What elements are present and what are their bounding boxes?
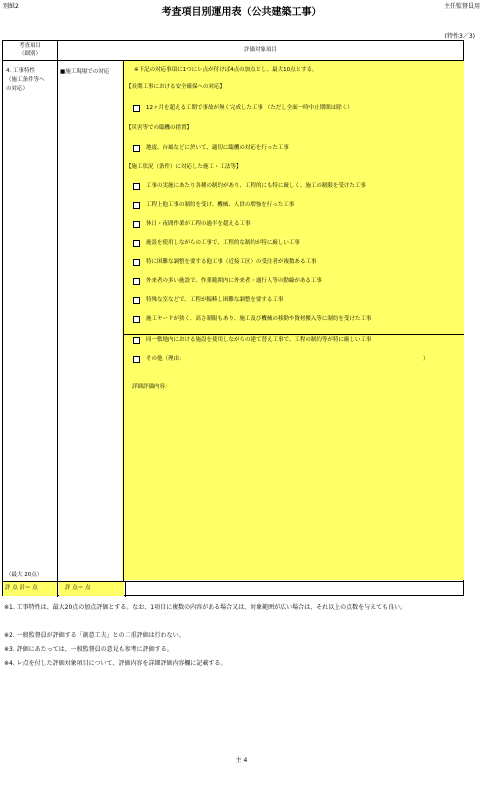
item-label-other-close: ） [423, 356, 429, 362]
role-label: 主任監督員用 [443, 3, 480, 10]
checkbox-item-1[interactable] [133, 105, 140, 112]
item-label-7: 特に困難な調整を要する他工事（近接工区）の受注者が複数ある工事 [146, 259, 317, 265]
detail-label: 詳細評価内容： [132, 384, 171, 390]
page-number: 主 4 [235, 757, 248, 764]
evaluation-table [2, 40, 464, 596]
item-label-6: 施設を使用しながらの工事で、工程的な制約が特に厳しい工事 [146, 240, 300, 246]
note-3: ※3. 評価にあたっては、一般監督員の意見も参考に評価する。 [4, 646, 173, 653]
checkbox-item-5[interactable] [133, 221, 140, 228]
col-header-subitem: （細別） [18, 51, 41, 57]
item-label-10: 施工ヤードが狭く、高さ制限もあり、施工及び機械の移動や資材搬入等に制約を受けた工事 [146, 316, 372, 322]
note-2: ※2. 一般監督員が評価する「創意工夫」との二重評価は行わない。 [4, 632, 185, 639]
section-conditions: 【施工状況（条件）に対応した施工・工法等】 [126, 164, 242, 170]
section-disaster: 【災害等での臨機の措置】 [126, 125, 193, 131]
checkbox-item-2[interactable] [133, 145, 140, 152]
detail-panel [122, 335, 464, 580]
item-label-5: 休日・夜間作業が工程の過半を超える工事 [146, 221, 251, 227]
checkbox-item-11[interactable] [133, 337, 140, 344]
col-header-item: 考査項目 [18, 43, 41, 49]
category-desc-1: （施工条件等へ [6, 77, 45, 83]
score-total-label: 評 点 計＝ 点 [5, 585, 38, 591]
checkbox-item-8[interactable] [133, 278, 140, 285]
item-label-3: 工事の実施にあたり各種の制約があり、工程的にも特に厳しく、施工の制限を受けた工事 [146, 183, 366, 189]
item-label-2: 地震、台風などに於いて、適切に臨機の対応を行った工事 [146, 145, 289, 151]
items-panel [122, 61, 464, 334]
form-label: 別紙2 [3, 3, 19, 10]
col-header-target: 評価対象項目 [243, 47, 277, 53]
score-label: 評 点＝ 点 [65, 585, 91, 591]
item-label-8: 外来者の多い施設で、作業範囲内に外来者・通行人等の動線がある工事 [146, 278, 322, 284]
item-label-9: 特殊な室などで、工程が輻輳し困難な調整を要する工事 [146, 297, 284, 303]
item-label-4: 工程上他工事の制約を受け、機械、人員の増強を行った工事 [146, 202, 295, 208]
page-title: 考査項目別運用表（公共建築工事） [161, 7, 322, 18]
checkbox-item-12[interactable] [133, 356, 140, 363]
category-desc-2: の対応） [6, 86, 29, 92]
checkbox-item-3[interactable] [133, 183, 140, 190]
item-label-1: 12ヶ月を超える工期で事故が無く完成した工事 （ただし全面一時中止期間は除く） [146, 105, 353, 111]
subcategory: ■施工現場での対応 [60, 69, 110, 75]
checkbox-item-9[interactable] [133, 297, 140, 304]
checkbox-item-10[interactable] [133, 316, 140, 323]
page-reference: (特性3／3) [444, 33, 475, 40]
item-label-other: その他（理由： [146, 356, 185, 362]
item-label-11: 同一敷地内における施設を使用しながらの建て替え工事で、工程の制約等が特に厳しい工事 [146, 337, 372, 343]
max-points: （最大 20点） [6, 572, 43, 578]
checkbox-item-6[interactable] [133, 240, 140, 247]
checkbox-item-7[interactable] [133, 259, 140, 266]
note-1: ※1. 工事特性は、最大20点の加点評価とする。なお、1項目に複数の内容がある場合又は、対象範囲が広い場合は、それ以上の点数を与えても良い。 [4, 604, 407, 611]
intro-note: ※下記の対応事項に1つにレ点が付けば4点の加点とし、最大10点とする。 [134, 67, 318, 73]
category-name: 4. 工事特性 [6, 68, 35, 74]
section-long-term: 【長期工事における安全確保への対応】 [126, 84, 226, 90]
note-4: ※4. レ点を付した評価対象項目について、評価内容を詳細評価内容欄に記載する。 [4, 660, 227, 667]
checkbox-item-4[interactable] [133, 202, 140, 209]
